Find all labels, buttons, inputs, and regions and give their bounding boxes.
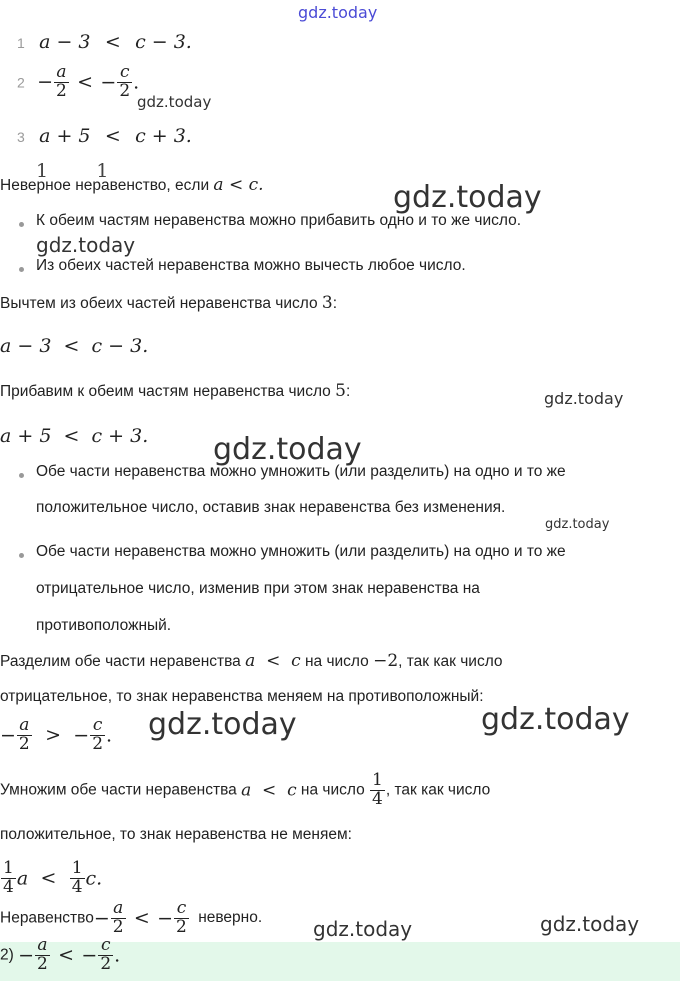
- divide-result: [0, 717, 112, 754]
- conclusion-line: [0, 900, 262, 937]
- intro-line: [0, 175, 264, 195]
- fraction: $\frac{a}{2}$: [56, 62, 67, 101]
- bullet-dot: [19, 222, 24, 227]
- rule-multiply-positive-2: положительное число, оставив знак неравенства без изменения.: [36, 499, 506, 516]
- divide-number: −2: [373, 651, 399, 671]
- period: .: [114, 944, 121, 967]
- option-number: 2: [17, 74, 25, 91]
- divide-math: a < c: [245, 651, 301, 671]
- multiply-mid: на число: [300, 781, 365, 799]
- multiply-math: a < c: [241, 780, 297, 801]
- colon: :: [345, 383, 351, 400]
- minus-sign: −: [157, 907, 174, 930]
- option-lhs: a − 3: [39, 31, 91, 53]
- conclusion-op: <: [133, 907, 150, 930]
- intro-text: Неверное неравенство, если: [0, 177, 210, 194]
- rule-add: К обеим частям неравенства можно прибавить одно и то же число.: [36, 212, 521, 229]
- rule-subtract: Из обеих частей неравенства можно вычесть любое число.: [36, 257, 466, 274]
- minus-sign: −: [100, 71, 117, 94]
- minus-sign: −: [93, 907, 110, 930]
- watermark-top: gdz.today: [298, 3, 378, 22]
- divide-line-2: отрицательное, то знак неравенства меняем на противоположный:: [0, 688, 484, 705]
- subtract-line: [0, 293, 337, 313]
- fraction: $\frac{c}{2}$: [100, 935, 112, 974]
- variable-a: a: [16, 867, 29, 890]
- subtract-result: a − 3 < c − 3.: [0, 335, 149, 357]
- fraction: $\frac{c}{2}$: [176, 898, 187, 937]
- subtract-text: Вычтем из обеих частей неравенства число: [0, 295, 318, 312]
- multiply-op: <: [40, 867, 57, 890]
- option-lhs: a + 5: [39, 125, 91, 147]
- minus-sign: −: [81, 944, 98, 967]
- fraction: $\frac{c}{2}$: [119, 62, 131, 101]
- rule-multiply-positive-1: Обе части неравенства можно умножить (или разделить) на одно и то же: [36, 463, 566, 480]
- option-op: <: [104, 31, 121, 53]
- divide-op: >: [45, 724, 61, 747]
- multiply-pre: Умножим обе части неравенства: [0, 781, 237, 799]
- cropped-fraction-top: 1 1: [36, 160, 109, 182]
- divide-line-1: [0, 651, 503, 671]
- add-text: Прибавим к обеим частям неравенства число: [0, 383, 331, 400]
- rule-multiply-negative-2: отрицательное число, изменив при этом знак неравенства на: [36, 580, 480, 597]
- subtract-number: 3: [321, 293, 333, 313]
- watermark-large: gdz.today: [393, 180, 542, 215]
- conclusion-pre: Неравенство: [0, 909, 94, 927]
- multiply-line-1: [0, 772, 490, 809]
- colon: :: [332, 295, 338, 312]
- minus-sign: −: [0, 724, 16, 747]
- watermark-large: gdz.today: [481, 702, 630, 737]
- fraction: $\frac{a}{2}$: [18, 715, 30, 754]
- watermark-medium: gdz.today: [313, 917, 413, 941]
- minus-sign: −: [18, 944, 35, 967]
- period: .: [133, 71, 140, 94]
- bullet-dot: [19, 473, 24, 478]
- rule-multiply-negative-3: противоположный.: [36, 617, 172, 634]
- multiply-line-2: положительное, то знак неравенства не меняем:: [0, 826, 352, 843]
- divide-pre: Разделим обе части неравенства: [0, 653, 241, 670]
- add-line: [0, 381, 350, 401]
- answer-label: 2): [0, 946, 14, 964]
- watermark-medium: gdz.today: [540, 912, 640, 936]
- minus-sign: −: [73, 724, 90, 747]
- option-rhs: c + 3.: [135, 125, 192, 147]
- option-3: [17, 125, 192, 147]
- period: .: [106, 724, 113, 747]
- minus-sign: −: [37, 71, 54, 94]
- option-op: <: [77, 71, 94, 94]
- option-op: <: [104, 125, 121, 147]
- watermark-small: gdz.today: [137, 93, 212, 111]
- variable-c: c.: [85, 867, 103, 890]
- option-rhs: c − 3.: [135, 31, 192, 53]
- divide-post: , так как число: [398, 653, 503, 670]
- fraction-one-quarter: $\frac{1}{4}$: [71, 858, 83, 897]
- divide-mid: на число: [304, 653, 369, 670]
- watermark-large: gdz.today: [148, 707, 297, 742]
- option-1: [17, 31, 192, 53]
- fraction: $\frac{a}{2}$: [37, 935, 48, 974]
- fraction-one-quarter: $\frac{1}{4}$: [3, 858, 14, 897]
- option-2: [17, 64, 139, 101]
- fraction: $\frac{c}{2}$: [92, 715, 104, 754]
- add-number: 5: [335, 381, 346, 401]
- option-number: 1: [17, 35, 25, 51]
- bullet-dot: [19, 267, 24, 272]
- watermark-medium: gdz.today: [36, 233, 136, 257]
- watermark-large: gdz.today: [213, 432, 362, 467]
- add-result: a + 5 < c + 3.: [0, 425, 149, 447]
- answer-op: <: [58, 944, 75, 967]
- fraction-one-quarter: $\frac{1}{4}$: [372, 770, 383, 809]
- option-number: 3: [17, 129, 25, 145]
- watermark-tiny: gdz.today: [545, 517, 610, 532]
- rule-multiply-negative-1: Обе части неравенства можно умножить (или разделить) на одно и то же: [36, 543, 566, 560]
- bullet-dot: [19, 553, 24, 558]
- watermark-small: gdz.today: [544, 389, 624, 408]
- fraction: $\frac{a}{2}$: [112, 898, 124, 937]
- multiply-post: , так как число: [385, 781, 491, 799]
- answer-line: [0, 937, 120, 974]
- multiply-result: [0, 860, 102, 897]
- intro-math: a < c.: [213, 175, 264, 195]
- conclusion-post: неверно.: [198, 909, 263, 927]
